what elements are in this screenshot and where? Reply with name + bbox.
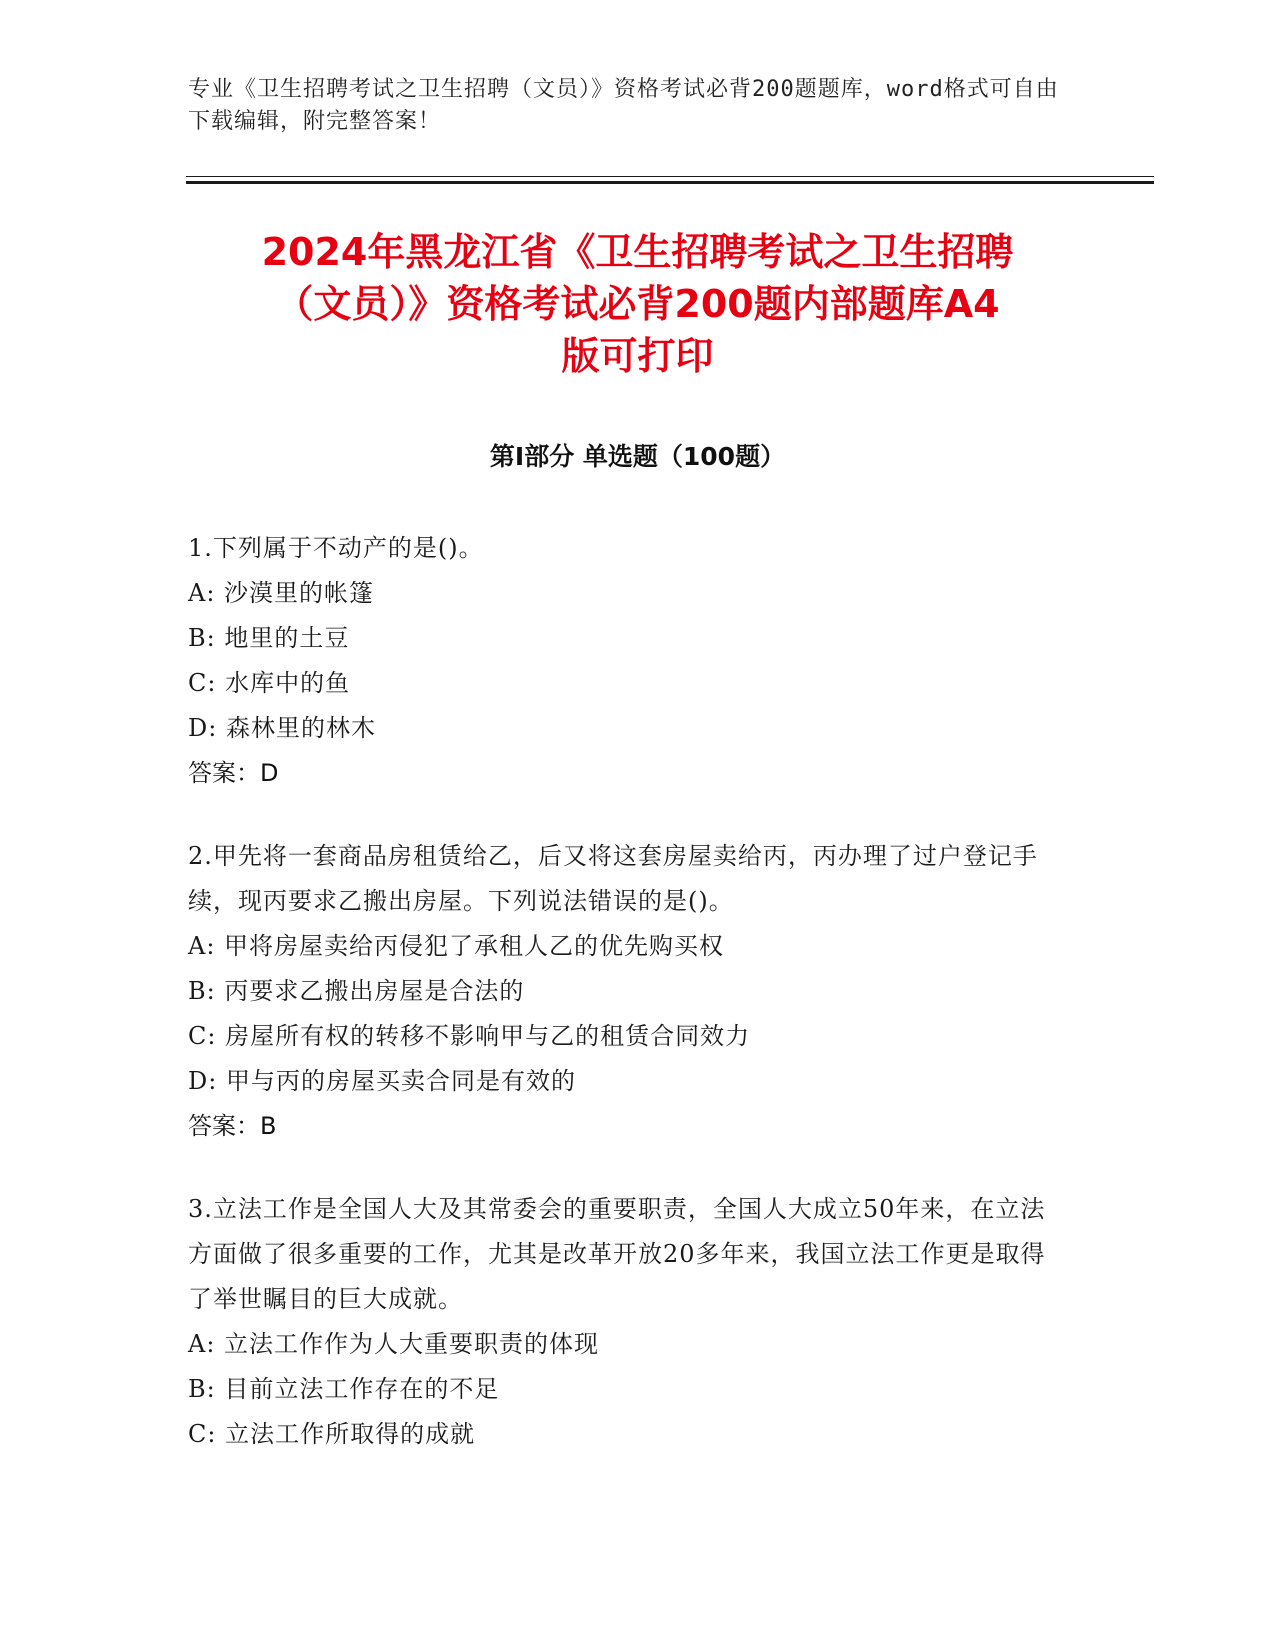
option-a: A: 沙漠里的帐篷 — [188, 579, 375, 607]
header-divider-thin — [186, 176, 1154, 177]
question-1 — [188, 526, 1068, 796]
question-stem: 3.立法工作是全国人大及其常委会的重要职责，全国人大成立50年来，在立法方面做了很多重要的工作，尤其是改革开放20多年来，我国立法工作更是取得了举世瞩目的巨大成就。 — [188, 1195, 1046, 1313]
option-a: A: 甲将房屋卖给丙侵犯了承租人乙的优先购买权 — [188, 932, 725, 960]
option-c: C: 水库中的鱼 — [188, 669, 351, 697]
section-title: 第I部分 单选题（100题） — [489, 442, 786, 471]
answer: 答案：D — [188, 759, 279, 787]
question-3 — [188, 1187, 1068, 1457]
header-divider-thick — [186, 181, 1154, 184]
header-note: 专业《卫生招聘考试之卫生招聘（文员）》资格考试必背200题题库，word格式可自由下载编辑，附完整答案！ — [188, 77, 1059, 134]
option-b: B: 目前立法工作存在的不足 — [188, 1375, 500, 1403]
question-stem: 1.下列属于不动产的是()。 — [188, 534, 484, 562]
title-line: 版可打印 — [561, 334, 714, 378]
question-list — [188, 526, 1068, 1495]
option-d: D: 甲与丙的房屋买卖合同是有效的 — [188, 1067, 576, 1095]
option-c: C: 房屋所有权的转移不影响甲与乙的租赁合同效力 — [188, 1022, 751, 1050]
option-a: A: 立法工作作为人大重要职责的体现 — [188, 1330, 600, 1358]
option-c: C: 立法工作所取得的成就 — [188, 1420, 476, 1448]
option-b: B: 丙要求乙搬出房屋是合法的 — [188, 977, 525, 1005]
option-b: B: 地里的土豆 — [188, 624, 350, 652]
question-2 — [188, 834, 1068, 1149]
title-line: （文员）》资格考试必背200题内部题库A4 — [275, 282, 1000, 326]
option-d: D: 森林里的林木 — [188, 714, 376, 742]
document-title — [150, 226, 1125, 382]
question-stem: 2.甲先将一套商品房租赁给乙，后又将这套房屋卖给丙，丙办理了过户登记手续，现丙要求乙搬出房屋。下列说法错误的是()。 — [188, 842, 1038, 915]
answer: 答案：B — [188, 1112, 277, 1140]
title-line: 2024年黑龙江省《卫生招聘考试之卫生招聘 — [261, 230, 1014, 274]
